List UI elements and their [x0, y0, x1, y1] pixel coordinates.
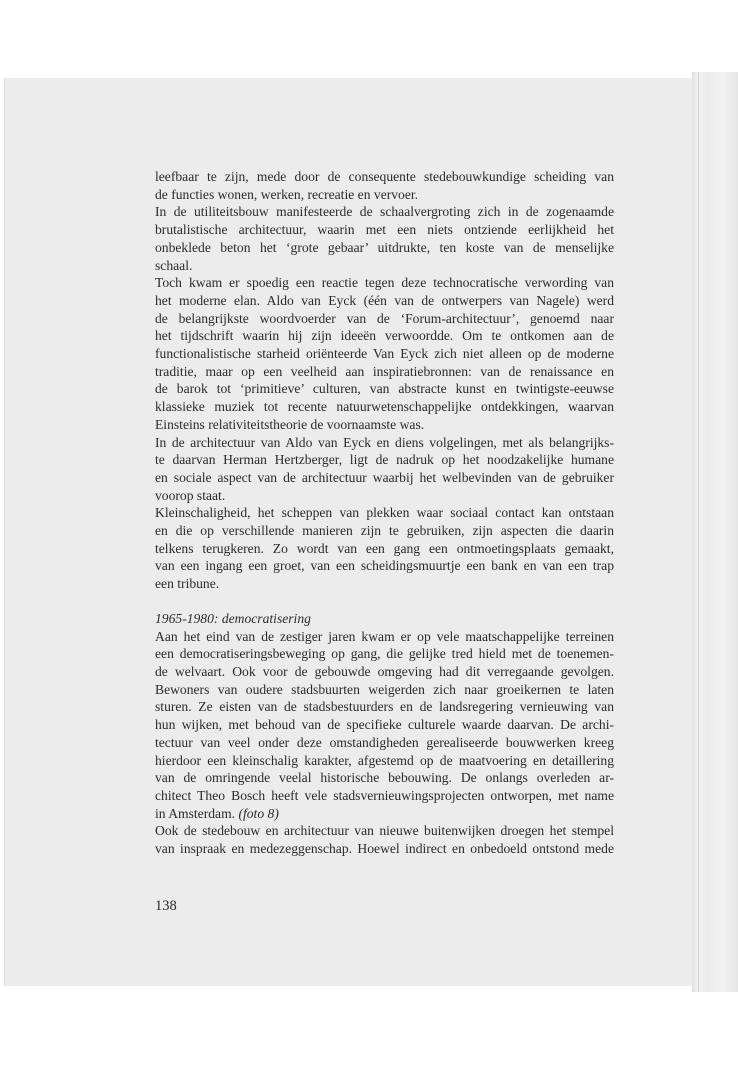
text-line: brutalistische architectuur, waarin met een niets ontziende eerlijkheid het — [155, 222, 614, 238]
text-line: chitect Theo Bosch heeft vele stadsvernieuwingsprojecten ontworpen, met name — [155, 787, 614, 803]
text-line: van een ingang een groet, van een scheidingsmuurtje een bank en van een trap — [155, 558, 614, 574]
paragraph — [155, 434, 614, 505]
text-line: hun wijken, met behoud van de specifieke culturele waarde daarvan. De archi- — [155, 717, 614, 733]
text-line: een tribune. — [155, 576, 220, 592]
text-line: voorop staat. — [155, 487, 226, 503]
text-line: telkens terugkeren. Zo wordt van een gang een ontmoetingsplaats gemaakt, — [155, 540, 614, 556]
text-line: Kleinschaligheid, het scheppen van plekken waar sociaal contact kan ontstaan — [155, 505, 614, 521]
text-line: en die op verschillende manieren zijn te gebruiken, zijn aspecten die daarin — [155, 523, 614, 539]
text-line: schaal. — [155, 257, 193, 273]
text-line: het moderne elan. Aldo van Eyck (één van de ontwerpers van Nagele) werd — [155, 292, 614, 308]
text-line: en sociale aspect van de architectuur waarbij het welbevinden van de gebruiker — [155, 469, 614, 485]
text-line: hierdoor een kleinschalig karakter, afgestemd op de maatvoering en detaillering — [155, 752, 614, 768]
section-heading: 1965-1980: democratisering — [155, 610, 311, 626]
text-line: de barok tot ‘primitieve’ culturen, van abstracte kunst en twintigste-eeuwse — [155, 381, 614, 397]
text-line: de functies wonen, werken, recreatie en vervoer. — [155, 186, 419, 202]
text-line: tectuur van veel onder deze omstandigheden gerealiseerde bouwwerken kreeg — [155, 734, 614, 750]
text-line: te daarvan Herman Hertzberger, ligt de nadruk op het noodzakelijke humane — [155, 452, 614, 468]
text-line: Ook de stedebouw en architectuur van nieuwe buitenwijken droegen het stempel — [155, 823, 614, 839]
text-line: Bewoners van oudere stadsbuurten weigerden zich naar groeikernen te laten — [155, 681, 614, 697]
section-paragraph-1 — [155, 628, 614, 823]
text-line: Toch kwam er spoedig een reactie tegen deze technocratische verwording van — [155, 275, 614, 291]
text-line — [155, 805, 614, 823]
text-line: Aan het eind van de zestiger jaren kwam er op vele maatschappelijke terreinen — [155, 628, 614, 644]
page-number: 138 — [155, 898, 177, 914]
text-line: de belangrijkste woordvoerder van de ‘Forum-architectuur’, genoemd naar — [155, 310, 614, 326]
text-line: onbeklede beton het ‘grote gebaar’ uitdrukte, ten koste van de menselijke — [155, 239, 614, 255]
text-line: van inspraak en medezeggenschap. Hoewel indirect en onbedoeld ontstond mede — [155, 841, 614, 857]
text-line: In de utiliteitsbouw manifesteerde de schaalvergroting zich in de zogenaamde — [155, 204, 614, 220]
text-line: sturen. Ze eisten van de stadsbestuurders en de landsregering vernieuwing van — [155, 699, 614, 715]
section-paragraph-2 — [155, 822, 614, 857]
text-line: een democratiseringsbeweging op gang, die gelijke tred hield met de toenemen- — [155, 646, 614, 662]
text-line: klassieke muziek tot recente natuurwetenschappelijke ontdekkingen, waarvan — [155, 399, 614, 415]
paragraph — [155, 203, 614, 274]
text-line: leefbaar te zijn, mede door de consequente stedebouwkundige scheiding van — [155, 169, 614, 184]
paragraph — [155, 274, 614, 433]
text-line: de welvaart. Ook voor de gebouwde omgeving had dit verregaande gevolgen. — [155, 663, 614, 679]
body-text — [155, 168, 614, 858]
paragraph — [155, 504, 614, 593]
text-line: van de omringende veelal historische bebouwing. De onlangs overleden ar- — [155, 770, 614, 786]
text-line: het tijdschrift waarin hij zijn ideeën verwoordde. Om te ontkomen aan de — [155, 328, 614, 344]
paragraphs-before-section — [155, 168, 614, 593]
paragraph — [155, 168, 614, 203]
text-line: Einsteins relativiteitstheorie de voornaamste was. — [155, 416, 425, 432]
page-edge-line — [698, 72, 699, 992]
photo-reference: (foto 8) — [238, 805, 279, 821]
text-line: In de architectuur van Aldo van Eyck en diens volgelingen, met als belangrijks- — [155, 434, 614, 450]
text-line-content: in Amsterdam. — [155, 805, 236, 821]
text-line: traditie, maar op een veelheid aan inspiratiebronnen: van de renaissance en — [155, 363, 614, 379]
text-line: functionalistische starheid oriënteerde Van Eyck zich niet alleen op de moderne — [155, 346, 614, 362]
